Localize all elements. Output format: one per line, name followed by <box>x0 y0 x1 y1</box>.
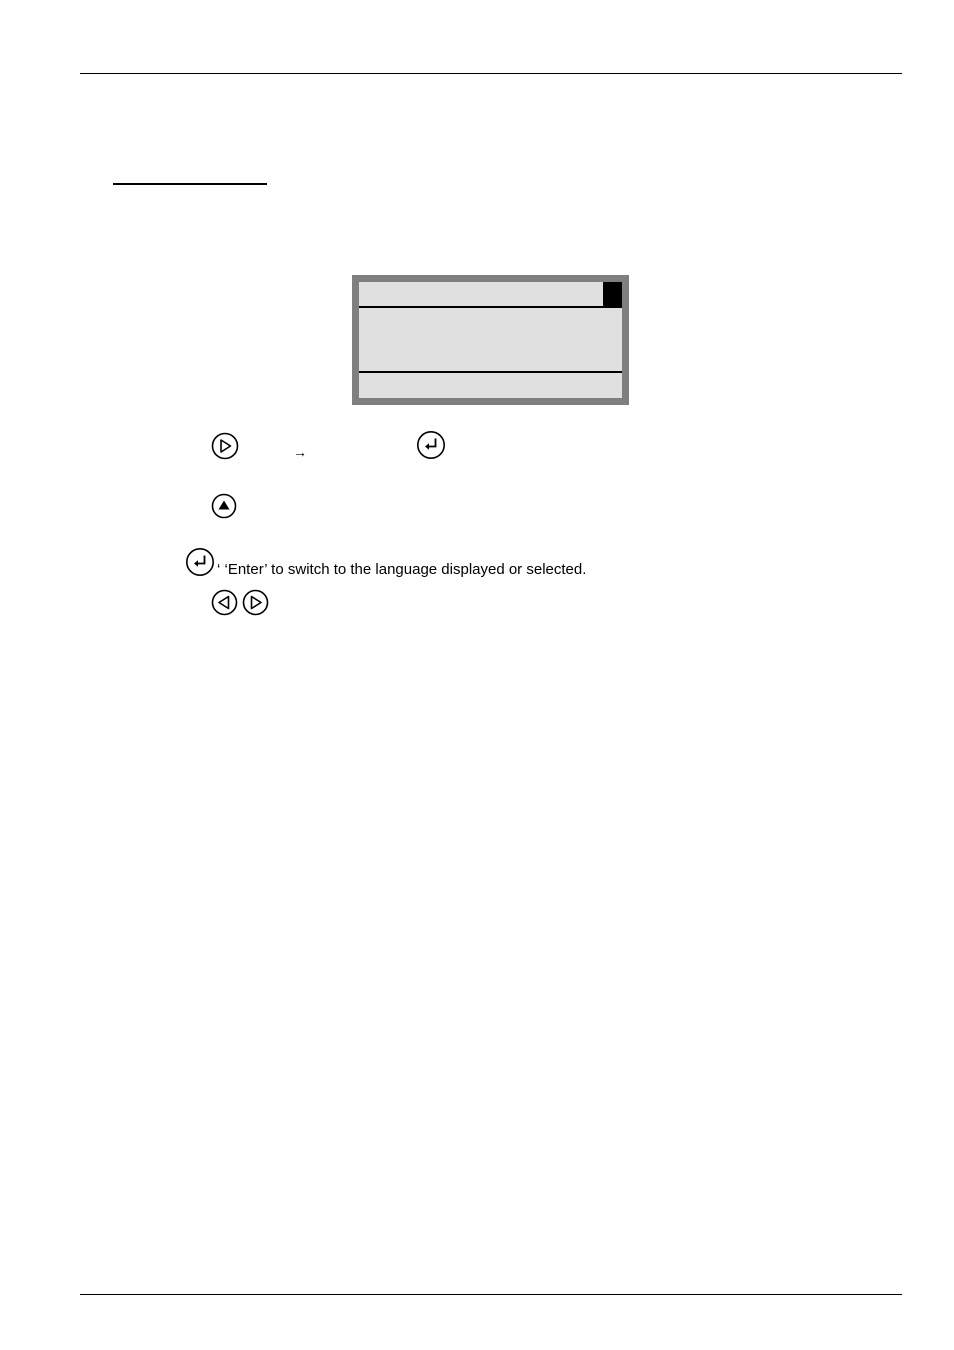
lcd-cursor-block <box>603 282 622 306</box>
up-key-icon <box>211 493 237 519</box>
right-key-icon <box>242 589 269 616</box>
lcd-display <box>352 275 629 405</box>
right-key-icon <box>211 432 239 460</box>
instruction-text: ‘ ‘Enter’ to switch to the language displayed or selected. <box>217 561 587 578</box>
lcd-footer-divider <box>359 371 622 373</box>
lcd-header-divider <box>359 306 622 308</box>
arrow-symbol: → <box>293 444 307 460</box>
footer-rule <box>80 1294 902 1295</box>
enter-key-icon <box>185 547 215 577</box>
section-heading-underline <box>113 183 267 185</box>
header-rule <box>80 73 902 74</box>
left-key-icon <box>211 589 238 616</box>
lcd-screen <box>359 282 622 398</box>
enter-key-icon <box>416 430 446 460</box>
